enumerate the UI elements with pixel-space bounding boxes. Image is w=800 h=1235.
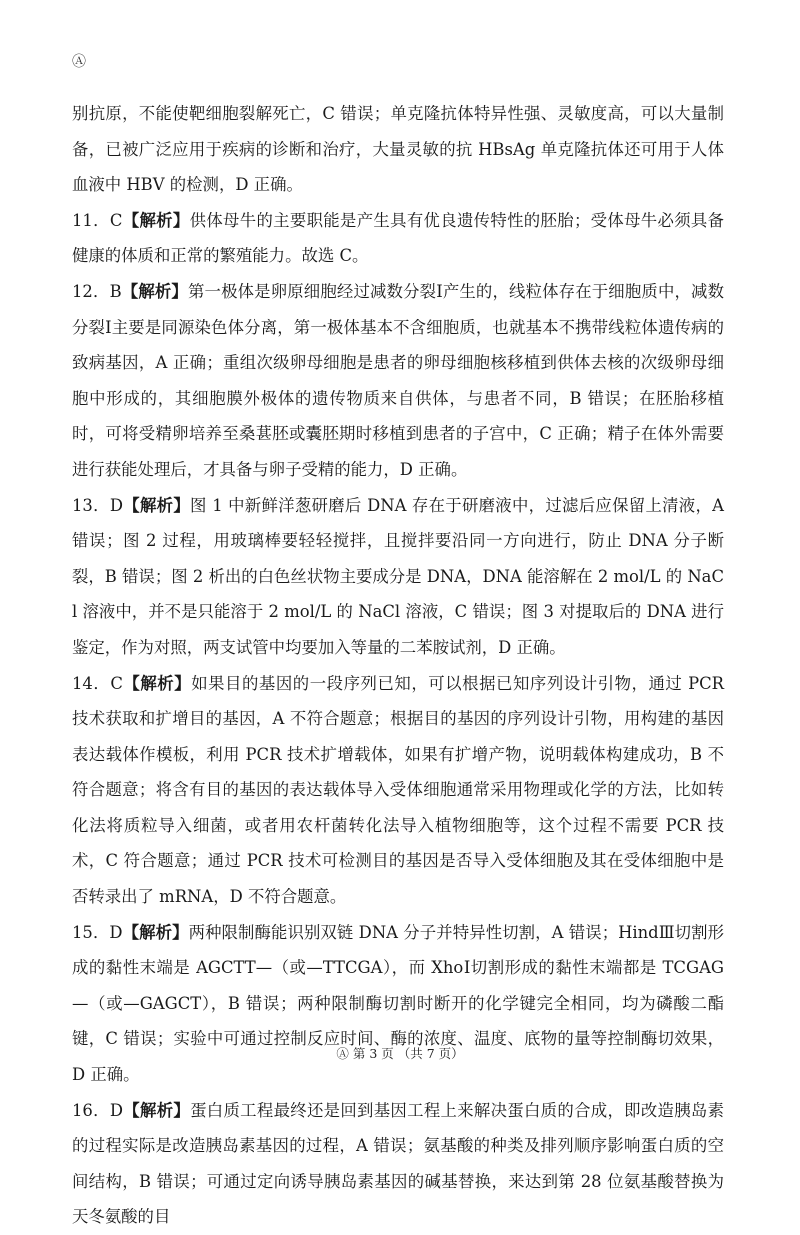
- paragraph-text: 两种限制酶能识别双链 DNA 分子并特异性切割，A 错误；HindⅢ切割形成的黏性末端是 AGCTT—（或—TTCGA），而 XhoⅠ切割形成的黏性末端都是 TCGAG—（或—GAGCT），B 错误；两种限制酶切割时断开的化学键完全相同，均为磷酸二酯键，C 错误；实验中可通过控制反应时间、酶的浓度、温度、底物的量等控制酶切效果，D 正确。: [72, 922, 725, 1085]
- paragraph-text: 如果目的基因的一段序列已知，可以根据已知序列设计引物，通过 PCR 技术获取和扩增目的基因，A 不符合题意；根据目的基因的序列设计引物，用构建的基因表达载体作模板，利用 PCR 技术扩增载体，如果有扩增产物，说明载体构建成功，B 不符合题意；将含有目的基因的表达载体导入受体细胞通常采用物理或化学的方法，比如转化法将质粒导入细菌，或者用农杆菌转化法导入植物细胞等，这个过程不需要 PCR 技术，C 符合题意；通过 PCR 技术可检测目的基因是否导入受体细胞及其在受体细胞中是否转录出了 mRNA，D 不符合题意。: [72, 673, 725, 907]
- paragraph-continuation: [72, 96, 724, 203]
- analysis-tag: 【解析】: [122, 495, 191, 515]
- answer-item-16: [72, 1093, 724, 1235]
- answer-number: 16．D: [72, 1100, 123, 1120]
- answer-item-14: [72, 666, 724, 915]
- paragraph-text: 图 1 中新鲜洋葱研磨后 DNA 存在于研磨液中，过滤后应保留上清液，A 错误；图 2 过程，用玻璃棒要轻轻搅拌，且搅拌要沿同一方向进行，防止 DNA 分子断裂，B 错误；图 2 析出的白色丝状物主要成分是 DNA，DNA 能溶解在 2 mol/L 的 NaCl 溶液中，并不是只能溶于 2 mol/L 的 NaCl 溶液，C 错误；图 3 对提取后的 DNA 进行鉴定，作为对照，两支试管中均要加入等量的二苯胺试剂，D 正确。: [72, 495, 725, 657]
- analysis-tag: 【解析】: [122, 210, 190, 230]
- answer-item-13: [72, 488, 724, 666]
- page-footer: Ⓐ 第 3 页 （共 7 页）: [336, 1046, 464, 1061]
- analysis-tag: 【解析】: [122, 922, 189, 942]
- answer-number: 11．C: [72, 210, 123, 230]
- answer-number: 12．B: [72, 281, 122, 301]
- answer-item-11: [72, 203, 724, 274]
- answer-number: 15．D: [72, 922, 123, 942]
- answer-number: 13．D: [72, 495, 123, 515]
- paragraph-text: 第一极体是卵原细胞经过减数分裂Ⅰ产生的，线粒体存在于细胞质中，减数分裂Ⅰ主要是同源染色体分离，第一极体基本不含细胞质，也就基本不携带线粒体遗传病的致病基因，A 正确；重组次级卵母细胞是患者的卵母细胞核移植到供体去核的次级卵母细胞中形成的，其细胞膜外极体的遗传物质来自供体，与患者不同，B 错误；在胚胎移植时，可将受精卵培养至桑葚胚或囊胚期时移植到患者的子宫中，C 正确；精子在体外需要进行获能处理后，才具备与卵子受精的能力，D 正确。: [72, 281, 724, 479]
- answer-item-12: [72, 274, 724, 488]
- paragraph-text: 别抗原，不能使靶细胞裂解死亡，C 错误；单克隆抗体特异性强、灵敏度高，可以大量制备，已被广泛应用于疾病的诊断和治疗，大量灵敏的抗 HBsAg 单克隆抗体还可用于人体血液中 HBV 的检测，D 正确。: [72, 104, 724, 195]
- paragraph-text: 供体母牛的主要职能是产生具有优良遗传特性的胚胎；受体母牛必须具备健康的体质和正常的繁殖能力。故选 C。: [72, 210, 725, 266]
- analysis-tag: 【解析】: [121, 281, 188, 301]
- answer-item-15: [72, 915, 724, 1093]
- analysis-tag: 【解析】: [122, 673, 192, 693]
- analysis-tag: 【解析】: [123, 1100, 191, 1120]
- corner-mark: Ⓐ: [72, 54, 86, 70]
- answer-content: [72, 96, 724, 1235]
- paragraph-text: 蛋白质工程最终还是回到基因工程上来解决蛋白质的合成，即改造胰岛素的过程实际是改造胰岛素基因的过程，A 错误；氨基酸的种类及排列顺序影响蛋白质的空间结构，B 错误；可通过定向诱导胰岛素基因的碱基替换，来达到第 28 位氨基酸替换为天冬氨酸的目: [72, 1100, 725, 1227]
- answer-number: 14．C: [72, 673, 123, 693]
